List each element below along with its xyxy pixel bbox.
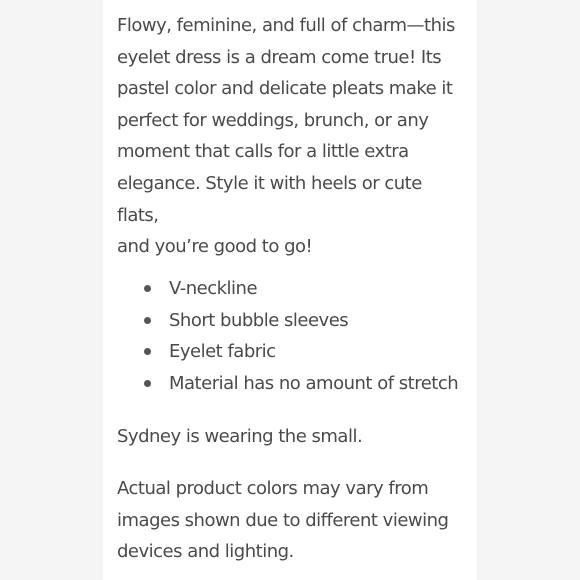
color-disclaimer [117, 473, 467, 568]
feature-item [117, 305, 477, 337]
feature-label: V-neckline [169, 278, 258, 299]
disclaimer-line: Actual product colors may vary from [117, 478, 429, 499]
bullet-icon [144, 348, 151, 355]
feature-label: Short bubble sleeves [169, 309, 349, 331]
sizing-note: Sydney is wearing the small. [117, 426, 363, 447]
description-line: and you’re good to go! [117, 236, 313, 258]
feature-list [117, 273, 477, 399]
feature-item [117, 273, 477, 305]
description-line: Flowy, feminine, and full of charm—this [117, 15, 455, 36]
disclaimer-line: images shown due to different viewing [117, 509, 449, 531]
feature-item [117, 368, 477, 400]
bullet-icon [144, 285, 151, 292]
feature-label: Material has no amount of stretch [169, 372, 459, 394]
feature-label: Eyelet fabric [169, 341, 276, 363]
feature-item [117, 336, 477, 368]
description-line: perfect for weddings, brunch, or any [117, 109, 429, 131]
product-description [117, 10, 467, 263]
description-line: elegance. Style it with heels or cute flats, [117, 172, 422, 226]
bullet-icon [144, 317, 151, 324]
description-line: eyelet dress is a dream come true! Its [117, 46, 442, 68]
description-line: pastel color and delicate pleats make it [117, 78, 453, 100]
description-line: moment that calls for a little extra [117, 141, 409, 163]
bullet-icon [144, 380, 151, 387]
disclaimer-line: devices and lighting. [117, 541, 294, 563]
